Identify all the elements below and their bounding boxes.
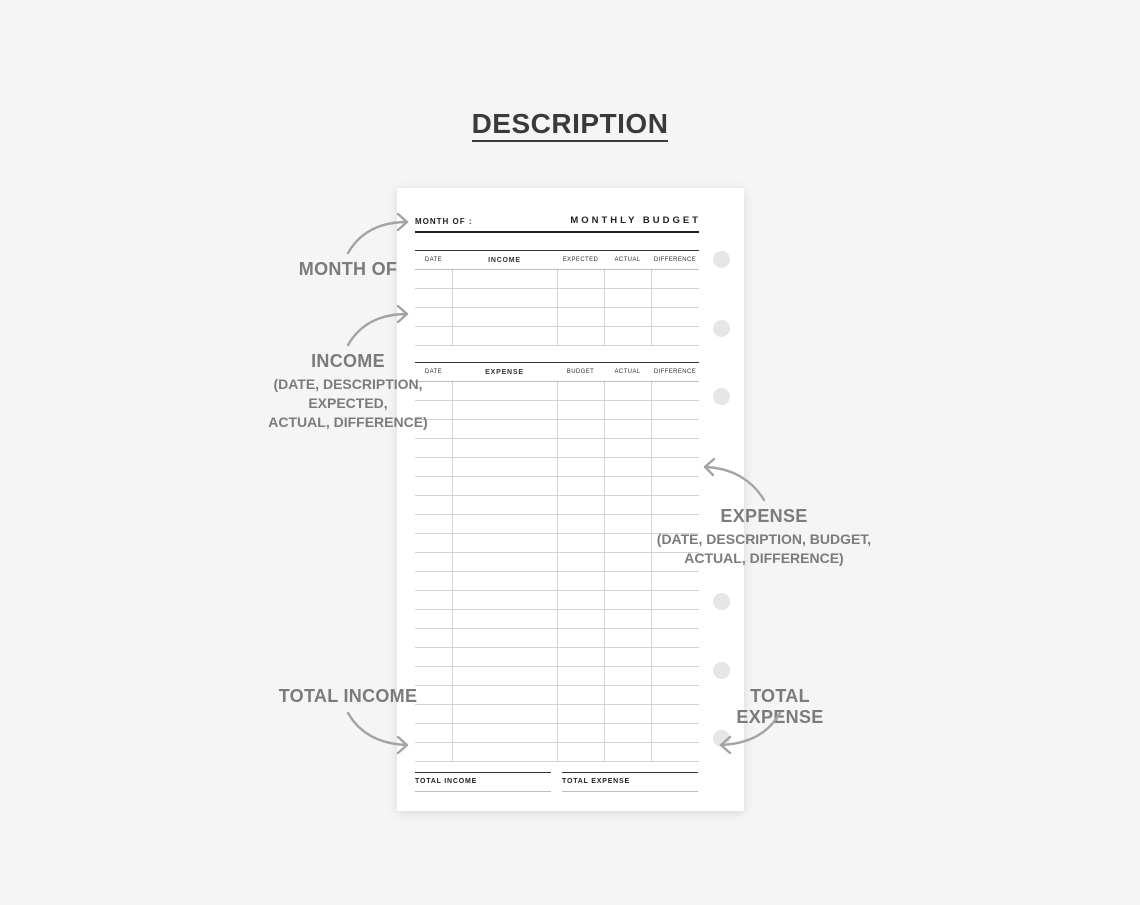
expense-table-cell (415, 553, 452, 572)
income-table-cell (557, 270, 604, 289)
expense-table-cell (415, 572, 452, 591)
header-rule (415, 231, 699, 233)
expense-table-cell (604, 743, 651, 762)
income-table-row (415, 270, 699, 289)
expense-table-cell (651, 420, 699, 439)
expense-col-expense: EXPENSE (452, 363, 557, 382)
expense-table-cell (651, 724, 699, 743)
income-table-cell (651, 308, 699, 327)
expense-table-cell (415, 667, 452, 686)
expense-table-cell (452, 515, 557, 534)
expense-table-cell (415, 591, 452, 610)
expense-table-cell (452, 629, 557, 648)
expense-table-cell (651, 458, 699, 477)
income-table-cell (452, 327, 557, 346)
expense-table-row (415, 572, 699, 591)
annotation-expense-detail-2: ACTUAL, DIFFERENCE) (684, 550, 844, 566)
annotation-expense-detail-1: (DATE, DESCRIPTION, BUDGET, (656, 531, 872, 547)
income-table-cell (415, 308, 452, 327)
expense-table-cell (452, 382, 557, 401)
total-income-label: TOTAL INCOME (415, 778, 478, 785)
annotation-expense (652, 506, 876, 568)
annotation-month-of (288, 259, 408, 280)
expense-col-budget: BUDGET (557, 363, 604, 382)
income-table-cell (557, 308, 604, 327)
annotation-income-title: INCOME (311, 351, 385, 371)
expense-table-cell (557, 534, 604, 553)
expense-table-cell (557, 610, 604, 629)
expense-table-cell (604, 705, 651, 724)
expense-table-cell (604, 496, 651, 515)
expense-table-cell (415, 705, 452, 724)
expense-table-cell (604, 629, 651, 648)
expense-table-cell (604, 420, 651, 439)
expense-table-cell (604, 534, 651, 553)
month-of-label: MONTH OF : (415, 217, 473, 226)
expense-table-cell (557, 572, 604, 591)
expense-table-cell (651, 591, 699, 610)
expense-table-cell (557, 724, 604, 743)
expense-table-cell (604, 477, 651, 496)
binder-hole (713, 320, 730, 337)
expense-table-cell (557, 458, 604, 477)
expense-table-cell (557, 401, 604, 420)
binder-hole (713, 730, 730, 747)
expense-table-cell (604, 515, 651, 534)
expense-col-difference: DIFFERENCE (651, 363, 699, 382)
income-table-cell (604, 327, 651, 346)
binder-hole (713, 251, 730, 268)
expense-table-cell (604, 667, 651, 686)
expense-table-cell (651, 743, 699, 762)
page-heading (0, 108, 1140, 140)
budget-sheet (397, 188, 744, 811)
income-table-row (415, 289, 699, 308)
expense-table-cell (452, 724, 557, 743)
expense-table-cell (557, 629, 604, 648)
expense-table-cell (452, 420, 557, 439)
income-table-cell (452, 270, 557, 289)
income-col-difference: DIFFERENCE (651, 251, 699, 270)
income-table-cell (415, 327, 452, 346)
expense-table-cell (557, 496, 604, 515)
expense-table-cell (452, 496, 557, 515)
expense-table-row (415, 724, 699, 743)
total-expense-label: TOTAL EXPENSE (562, 778, 630, 785)
expense-table-cell (557, 705, 604, 724)
expense-table-cell (651, 667, 699, 686)
binder-hole (713, 388, 730, 405)
expense-table-cell (557, 743, 604, 762)
income-table-cell (651, 270, 699, 289)
expense-col-actual: ACTUAL (604, 363, 651, 382)
expense-table-row (415, 743, 699, 762)
expense-table-cell (604, 686, 651, 705)
expense-table-cell (604, 553, 651, 572)
binder-hole (713, 593, 730, 610)
expense-table-row (415, 439, 699, 458)
expense-table-row (415, 458, 699, 477)
expense-table-cell (651, 705, 699, 724)
expense-table-row (415, 705, 699, 724)
expense-table-cell (604, 382, 651, 401)
income-col-date: DATE (415, 251, 452, 270)
annotation-total-income-text: TOTAL INCOME (278, 686, 418, 706)
expense-table-cell (557, 439, 604, 458)
annotation-income-detail-1: (DATE, DESCRIPTION, EXPECTED, (273, 376, 423, 411)
income-col-income: INCOME (452, 251, 557, 270)
expense-table-cell (452, 458, 557, 477)
expense-table-cell (651, 439, 699, 458)
expense-table-cell (651, 382, 699, 401)
expense-table-row (415, 591, 699, 610)
page-heading-text: DESCRIPTION (472, 108, 669, 142)
expense-table-cell (415, 610, 452, 629)
expense-table-row (415, 686, 699, 705)
expense-table-cell (415, 439, 452, 458)
expense-table-cell (651, 686, 699, 705)
expense-table-cell (415, 724, 452, 743)
expense-table-cell (604, 610, 651, 629)
income-table-cell (604, 308, 651, 327)
sheet-title: MONTHLY BUDGET (570, 215, 701, 226)
annotation-month-of-text: MONTH OF (298, 259, 398, 279)
expense-table-cell (452, 534, 557, 553)
expense-table-cell (557, 591, 604, 610)
income-table-cell (452, 289, 557, 308)
binder-hole (713, 662, 730, 679)
expense-table-cell (604, 648, 651, 667)
income-rows (415, 270, 699, 346)
expense-table-cell (452, 401, 557, 420)
income-table-cell (415, 289, 452, 308)
expense-table-cell (415, 743, 452, 762)
income-table-cell (557, 327, 604, 346)
expense-table-cell (452, 743, 557, 762)
expense-table-cell (604, 401, 651, 420)
expense-table-cell (651, 629, 699, 648)
expense-table-cell (651, 477, 699, 496)
expense-table-cell (452, 667, 557, 686)
income-header-row (415, 251, 699, 270)
expense-table-cell (557, 382, 604, 401)
expense-table-row (415, 667, 699, 686)
expense-table-cell (557, 515, 604, 534)
expense-table-cell (415, 496, 452, 515)
expense-table-cell (557, 553, 604, 572)
income-table-cell (604, 270, 651, 289)
expense-table-row (415, 610, 699, 629)
expense-table-cell (452, 610, 557, 629)
income-table-cell (452, 308, 557, 327)
expense-table-cell (452, 572, 557, 591)
income-col-actual: ACTUAL (604, 251, 651, 270)
expense-table-cell (604, 439, 651, 458)
expense-table-row (415, 629, 699, 648)
expense-rows (415, 382, 699, 762)
expense-table-cell (557, 420, 604, 439)
income-table-row (415, 327, 699, 346)
expense-col-date: DATE (415, 363, 452, 382)
expense-table-cell (604, 724, 651, 743)
expense-table-cell (452, 553, 557, 572)
annotation-income (232, 351, 464, 432)
expense-table-cell (557, 686, 604, 705)
income-table-cell (604, 289, 651, 308)
expense-table-cell (557, 667, 604, 686)
expense-table-cell (651, 648, 699, 667)
expense-table-cell (415, 534, 452, 553)
annotation-income-detail-2: ACTUAL, DIFFERENCE) (268, 414, 428, 430)
expense-table-row (415, 648, 699, 667)
expense-table-cell (415, 629, 452, 648)
annotation-total-expense-text: TOTAL EXPENSE (736, 686, 824, 727)
expense-table-row (415, 477, 699, 496)
expense-table-cell (557, 648, 604, 667)
income-table-cell (557, 289, 604, 308)
expense-table-cell (557, 477, 604, 496)
expense-table-cell (651, 401, 699, 420)
total-income-field (415, 772, 551, 792)
expense-table-cell (651, 572, 699, 591)
expense-table-cell (604, 591, 651, 610)
expense-table-cell (452, 705, 557, 724)
expense-table-cell (651, 610, 699, 629)
expense-table-cell (415, 648, 452, 667)
annotation-total-income (278, 686, 418, 707)
income-table-cell (651, 289, 699, 308)
expense-table-cell (452, 648, 557, 667)
expense-table-cell (452, 591, 557, 610)
expense-table-cell (415, 515, 452, 534)
total-expense-field (562, 772, 698, 792)
expense-table-cell (604, 458, 651, 477)
income-table-cell (415, 270, 452, 289)
income-col-expected: EXPECTED (557, 251, 604, 270)
expense-table-cell (415, 477, 452, 496)
annotation-expense-title: EXPENSE (720, 506, 808, 526)
expense-table-cell (452, 477, 557, 496)
expense-table-cell (415, 686, 452, 705)
income-table (415, 250, 699, 346)
annotation-total-expense (706, 686, 854, 728)
expense-table-cell (415, 458, 452, 477)
income-table-cell (651, 327, 699, 346)
expense-table-cell (604, 572, 651, 591)
expense-table-cell (452, 686, 557, 705)
income-table-row (415, 308, 699, 327)
expense-table-cell (452, 439, 557, 458)
